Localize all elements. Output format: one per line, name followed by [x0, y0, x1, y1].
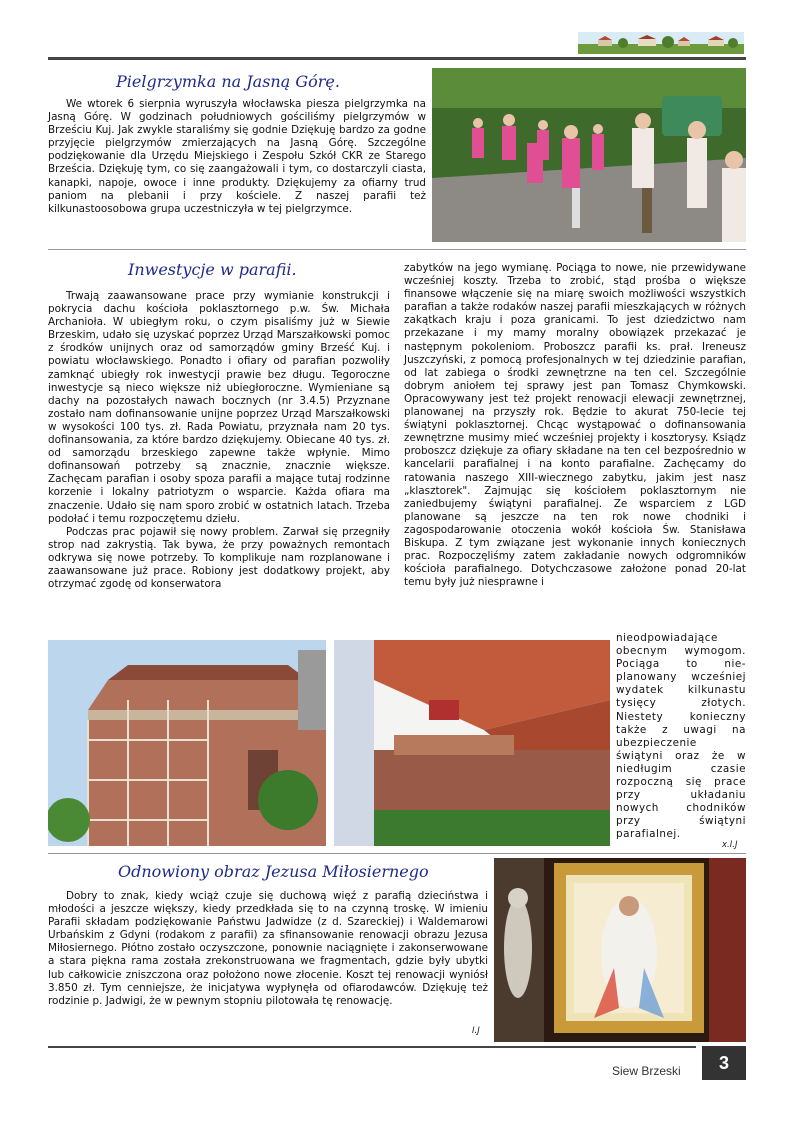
- divine-mercy-painting-photo: [494, 858, 746, 1042]
- roof-works-photo: [334, 640, 610, 846]
- paragraph: zabytków na jego wymianę. Pociąga to nowe, nie przewidywane wcześniej koszty. Trzeba to zrobić, stąd prośba o większe finansowe włączenie się na miarę swoich możliwości wszystkich parafian a także rodaków naszej parafii mieszkających w różnych zakątkach kraju i poza granicami. To jest dziedzictwo nam przekazane i my mamy moralny obowiązek przekazać je następnym pokoleniom. Proboszcz parafii ks. prał. Ireneusz Juszczyński, z pomocą profesjonalnych w tej dziedzinie parafian, od lat zabiega o środki zewnętrzne na ten cel. Szczególnie dobrym aniołem tej sprawy jest pan Tomasz Chymkowski. Opracowywany jest też projekt renowacji elewacji zewnętrznej, planowanej na przyszły rok. Będzie to akurat 750-lecie tej świątyni poklasztornej. Chcąc wystąpować o dofinansowania zewnętrzne musimy mieć wcześniej projekty i kosztorysy. Ksiądz proboszcz dziękuje za ofiary składane na ten cel bezpośrednio w kancelarii parafialnej i na konto parafialne. Zachęcamy do ratowania naszego XIII-wiecznego zabytku, jakim jest nasz „klasztorek". Zajmując się kościołem poklasztornym nie zaniedbujemy świątyni parafialnej. Ze wsparciem z LGD planowane są jeszcze na ten rok nowe chodniki i zagospodarowanie otoczenia wokół kościoła Św. Stanisława Biskupa. Z tym związane jest wykonanie innych koniecznych prac. Rozpoczęliśmy zatem zakładanie nowych odgromników kościoła parafialnego. Dotychczasowe założone ponad 20-lat temu były już niesprawne i: [404, 262, 746, 589]
- header-rule: [48, 57, 746, 60]
- section-divider: [48, 853, 746, 854]
- paragraph: Dobry to znak, kiedy wciąż czuje się duchową więź z parafią dzieciństwa i młodości a jeszcze większy, kiedy przedkłada się to na czynną troskę. W imieniu Parafii składam podziękowanie Państwu Jadwidze (z d. Szareckiej) i Waldemarowi Urbańskim z Gdyni (rodakom z parafii) za sfinansowanie renowacji obrazu Jezusa Miłosiernego. Płótno zostało oczyszczone, ponownie naciągnięte i zakonserwowane a stara piękna rama została zrekonstruowana we fragmentach, gdzie były ubytki lub całkowicie zniszczona oraz położono nowe złocenie. Koszt tej renowacji wyniósł 3.850 zł. Tym cenniejsze, że inicjatywa wypłynęła od ofiarodawców. Dziękuję też rodzinie p. Jadwigi, że w pewnym stopniu pilotowała tę renowację.: [48, 890, 488, 1007]
- section-divider: [48, 249, 746, 250]
- paragraph: Trwają zaawansowane prace przy wymianie konstrukcji i pokrycia dachu kościoła poklasztornego p.w. Św. Michała Archanioła. W ubiegłym roku, o czym pisaliśmy już w Siewie Brzeskim, udało się uzyskać poprzez Urząd Marszałkowski pomoc z środków unijnych oraz od samorządów gminy Brześć Kuj. i powiatu włocławskiego. Ponadto i ofiary od parafian pozwoliły zamknąć ubiegły rok inwestycji prawie bez długu. Tegoroczne inwestycje są nieco większe niż ubiegłoroczne. Wymieniane są dachy na pozostałych nawach bocznych (nr 3.4.5) Przyznane zostało nam dofinansowanie unijne poprzez Urząd Marszałkowski w wysokości 100 tys. zł. Rada Powiatu, przyznała nam 20 tys. dofinansowania, za które bardzo dziękujemy. Obiecane 40 tys. zł. od samorządu brzeskiego zapewne także wpłynie. Mimo dofinansowań potrzeby są znacznie, znacznie większe. Zachęcam parafian i osoby spoza parafii a mające tutaj rodzinne korzenie i lokalny patriotyzm o wsparcie. Każda ofiara ma znaczenie. Udało się nam sporo zrobić w ostatnich latach. Trzeba podołać i temu rozpoczętemu dziełu.: [48, 290, 390, 525]
- article-body-divine-mercy: [48, 890, 488, 1008]
- article-body-investments-col1: [48, 290, 390, 591]
- article-body-pilgrimage: [48, 98, 426, 216]
- page-number: 3: [702, 1046, 746, 1080]
- paragraph: Podczas prac pojawił się nowy problem. Zarwał się przegniły strop nad zakrystią. Tak bywa, że przy poważnych remontach odkrywa się nowe potrzeby. To komplikuje nam rozplanowane i zaawansowane już prace. Robiony jest dodatkowy projekt, aby otrzymać zgodę od konserwatora: [48, 525, 390, 591]
- village-panorama-image: [578, 32, 744, 54]
- article-body-investments-col2: [404, 262, 746, 589]
- article-body-investments-col3: [616, 632, 746, 842]
- pilgrims-photo: [432, 68, 746, 242]
- article-title-pilgrimage: Pielgrzymka na Jasną Górę.: [116, 72, 340, 91]
- article-signature: x.I.J: [722, 840, 738, 850]
- scaffolding-church-photo: [48, 640, 326, 846]
- article-signature: I.J: [472, 1026, 480, 1036]
- paragraph: nieodpowiadające obecnym wymogom. Pociąga to nie-planowany wcześniej wydatek kilkunastu tysięcy złotych. Niestety konieczny także z uwagi na ubezpieczenie świątyni oraz że w niedługim czasie rozpoczną się prace przy układaniu nowych chodników przy świątyni parafialnej.: [616, 632, 746, 841]
- footer-rule: [48, 1046, 696, 1048]
- paragraph: We wtorek 6 sierpnia wyruszyła włocławska piesza pielgrzymka na Jasną Górę. W godzinach południowych gościliśmy pielgrzymów w Brześciu Kuj. Jak zwykle staraliśmy się godnie Dziękuję bardzo za godne przyjęcie pielgrzymów zmierzających na Jasną Górę. Szczególne podziękowanie dla Urzędu Miejskiego i Zespołu Szkół CKR ze Starego Brześcia. Dziękuję tym, co się zaangażowali i tym, co dostarczyli ciasta, kanapki, napoje, owoce i inne produkty. Dziękujemy za ofiarny trud paniom na plebanii i przy kościele. Z naszej parafii też kilkunastoosobowa grupa uczestniczyła w tej pielgrzymce.: [48, 98, 426, 215]
- publication-name: Siew Brzeski: [612, 1064, 681, 1078]
- article-title-divine-mercy: Odnowiony obraz Jezusa Miłosiernego: [118, 862, 429, 881]
- article-title-investments: Inwestycje w parafii.: [128, 260, 297, 279]
